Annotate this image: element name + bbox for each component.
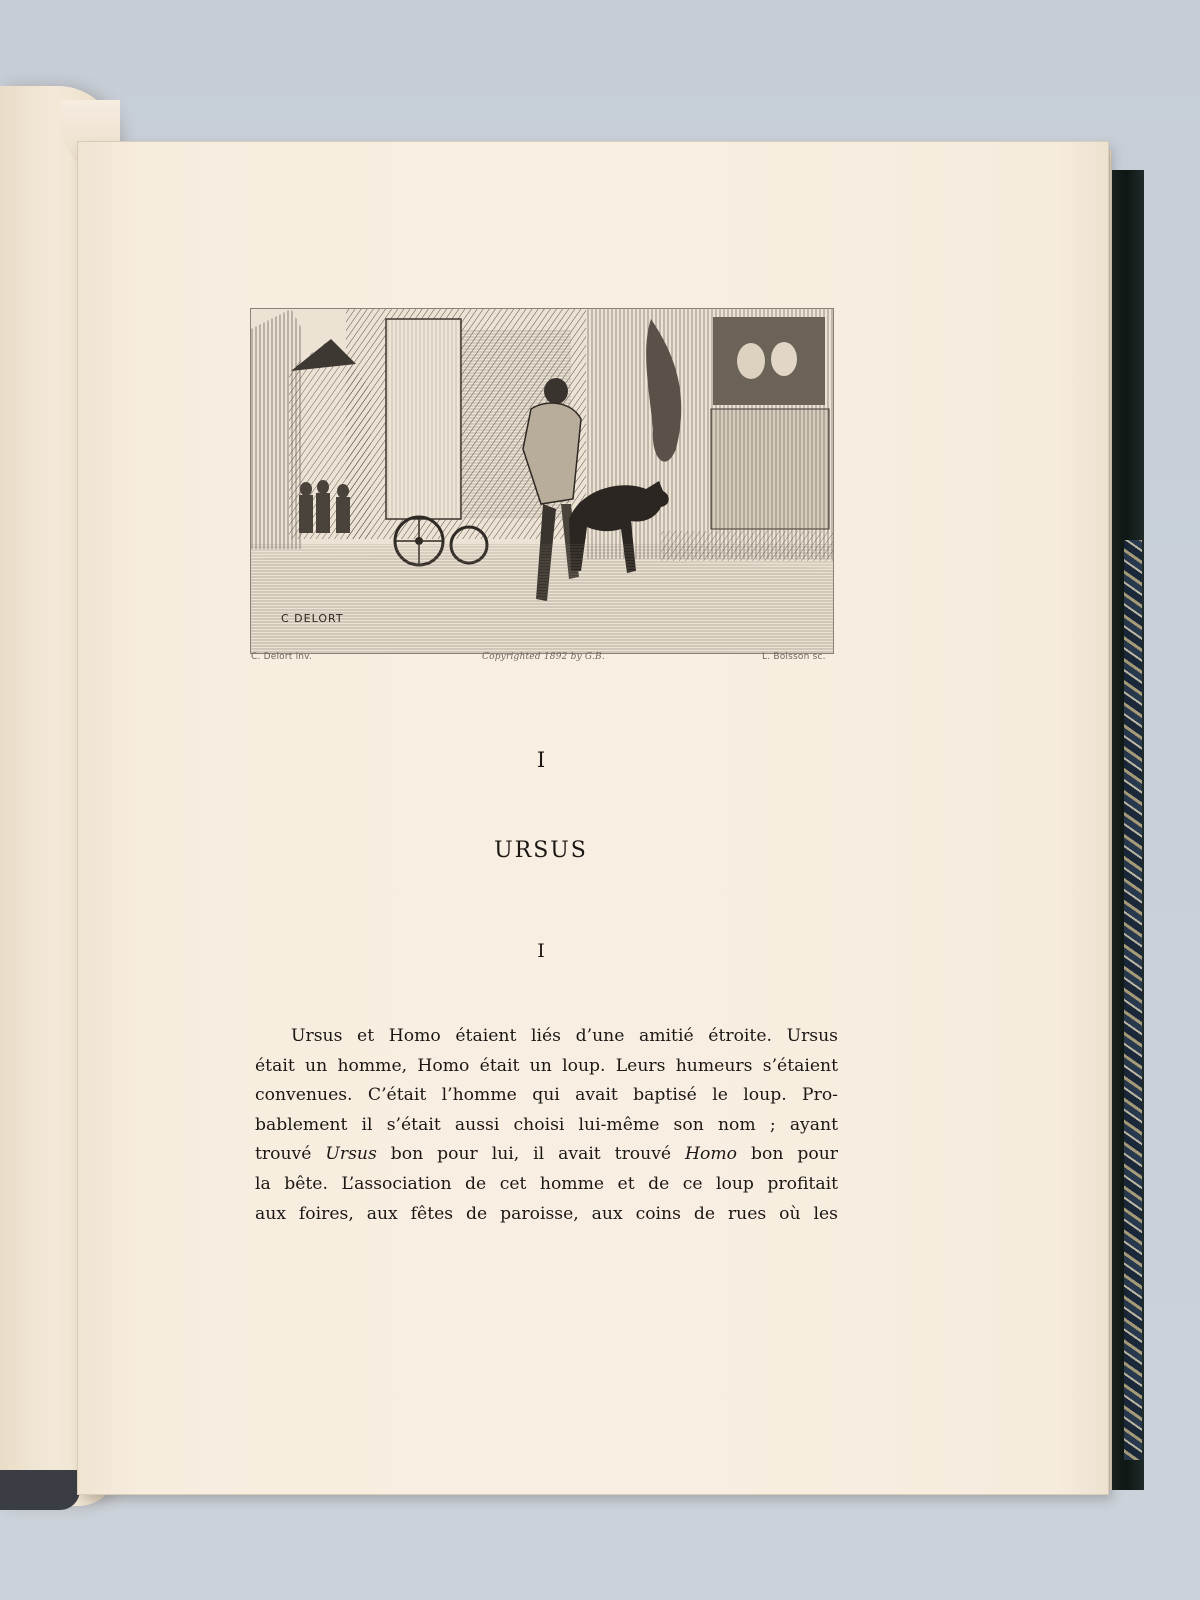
engraving-drawing bbox=[251, 309, 833, 653]
section-numeral: I bbox=[537, 940, 545, 962]
text-line: bablement il s’était aussi choisi lui-même son nom ; ayant bbox=[255, 1114, 838, 1135]
text-run: bon pour bbox=[750, 1144, 838, 1165]
engraving-illustration bbox=[250, 308, 834, 654]
text-run: trouvé bbox=[255, 1144, 312, 1165]
body-paragraph bbox=[255, 1022, 838, 1229]
text-line bbox=[255, 1140, 838, 1170]
book-base bbox=[0, 1470, 80, 1510]
italic-name-ursus: Ursus bbox=[325, 1144, 377, 1165]
engraving-credit-right: L. Boisson sc. bbox=[762, 652, 826, 662]
text-line: Ursus et Homo étaient liés d’une amitié étroite. Ursus bbox=[291, 1026, 838, 1046]
text-run: bon pour lui, il avait trouvé bbox=[390, 1144, 672, 1165]
engraving-signature: C DELORT bbox=[281, 612, 344, 625]
marbled-endpaper bbox=[1124, 540, 1142, 1460]
engraving-copyright: Copyrighted 1892 by G.B. bbox=[482, 652, 605, 662]
text-line: la bête. L’association de cet homme et de ce loup profitait bbox=[255, 1173, 838, 1194]
engraving-credit-left: C. Delort inv. bbox=[251, 652, 313, 662]
text-line: était un homme, Homo était un loup. Leurs humeurs s’étaient bbox=[255, 1055, 838, 1076]
part-numeral: I bbox=[536, 748, 546, 772]
text-line: aux foires, aux fêtes de paroisse, aux coins de rues où les bbox=[255, 1203, 838, 1224]
text-line: convenues. C’était l’homme qui avait baptisé le loup. Pro- bbox=[255, 1085, 838, 1106]
italic-name-homo: Homo bbox=[685, 1144, 738, 1165]
chapter-title: URSUS bbox=[494, 838, 588, 863]
